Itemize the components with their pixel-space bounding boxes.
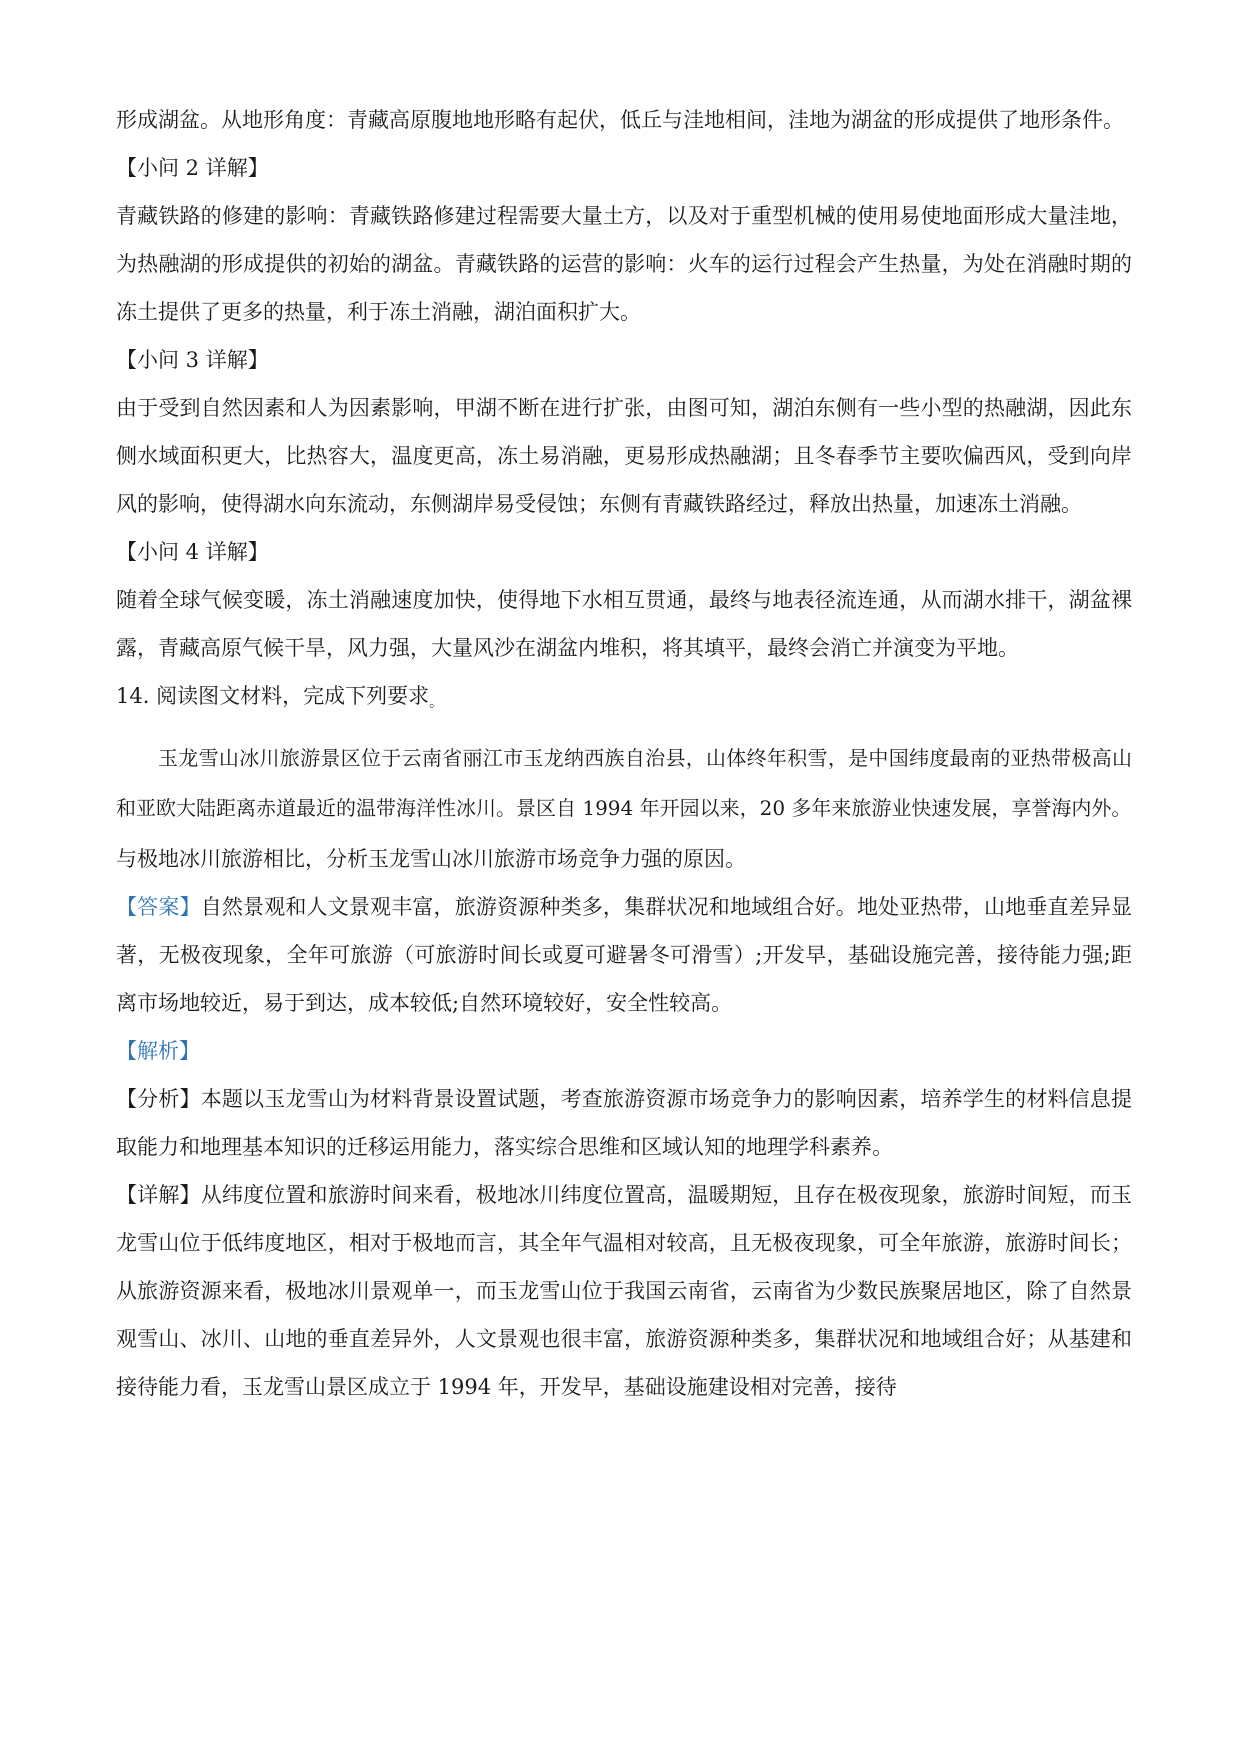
analysis-text: 本题以玉龙雪山为材料背景设置试题，考查旅游资源市场竞争力的影响因素，培养学生的材料信息提取能力和地理基本知识的迁移运用能力，落实综合思维和区域认知的地理学科素养。 xyxy=(116,1087,1133,1159)
question-14-task: 与极地冰川旅游相比，分析玉龙雪山冰川旅游市场竞争力强的原因。 xyxy=(116,847,746,871)
detail-text: 从纬度位置和旅游时间来看，极地冰川纬度位置高，温暖期短，且存在极夜现象，旅游时间短，而玉龙雪山位于低纬度地区，相对于极地而言，其全年气温相对较高，且无极夜现象，可全年旅游，旅游时间长；从旅游资源来看，极地冰川景观单一，而玉龙雪山位于我国云南省，云南省为少数民族聚居地区，除了自然景观雪山、冰川、山地的垂直差异外，人文景观也很丰富，旅游资源种类多，集群状况和地域组合好；从基建和接待能力看，玉龙雪山景区成立于 1994 年，开发早，基础设施建设相对完善，接待 xyxy=(116,1183,1133,1399)
question-14-material: 玉龙雪山冰川旅游景区位于云南省丽江市玉龙纳西族自治县，山体终年积雪，是中国纬度最南的亚热带极高山和亚欧大陆距离赤道最近的温带海洋性冰川。景区自 1994 年开园以来，20 多年来旅游业快速发展，享誉海内外。 xyxy=(116,746,1132,820)
subquestion-4-heading: 【小问 4 详解】 xyxy=(116,540,269,564)
subquestion-2-explanation: 青藏铁路的修建的影响：青藏铁路修建过程需要大量土方，以及对于重型机械的使用易使地面形成大量洼地，为热融湖的形成提供的初始的湖盆。青藏铁路的运营的影响：火车的运行过程会产生热量，为处在消融时期的冻土提供了更多的热量，利于冻土消融，湖泊面积扩大。 xyxy=(116,204,1132,324)
answer-text: 自然景观和人文景观丰富，旅游资源种类多，集群状况和地域组合好。地处亚热带，山地垂直差异显著，无极夜现象，全年可旅游（可旅游时间长或夏可避暑冬可滑雪）;开发早，基础设施完善，接待能力强;距离市场地较近，易于到达，成本较低;自然环境较好，安全性较高。 xyxy=(116,895,1133,1015)
paragraph-q1-ending: 形成湖盆。从地形角度：青藏高原腹地地形略有起伏，低丘与洼地相间，洼地为湖盆的形成提供了地形条件。 xyxy=(116,108,1124,132)
question-14-prompt xyxy=(116,672,1132,727)
answer-block xyxy=(116,883,1132,1027)
subquestion-3-explanation: 由于受到自然因素和人为因素影响，甲湖不断在进行扩张，由图可知，湖泊东侧有一些小型的热融湖，因此东侧水域面积更大，比热容大，温度更高，冻土易消融，更易形成热融湖；且冬春季节主要吹偏西风，受到向岸风的影响，使得湖水向东流动，东侧湖岸易受侵蚀；东侧有青藏铁路经过，释放出热量，加速冻土消融。 xyxy=(116,396,1132,516)
detail-heading: 【详解】 xyxy=(116,1183,201,1207)
document-content xyxy=(116,96,1132,1411)
question-number: 14. xyxy=(116,684,157,708)
question-end-mark: 。 xyxy=(429,695,444,711)
question-instruction: 阅读图文材料，完成下列要求 xyxy=(156,684,430,708)
detail-block xyxy=(116,1171,1132,1411)
analysis-heading: 【分析】 xyxy=(116,1087,201,1111)
subquestion-2-heading: 【小问 2 详解】 xyxy=(116,156,269,180)
subquestion-4-explanation: 随着全球气候变暖，冻土消融速度加快，使得地下水相互贯通，最终与地表径流连通，从而湖水排干，湖盆裸露，青藏高原气候干旱，风力强，大量风沙在湖盆内堆积，将其填平，最终会消亡并演变为平地。 xyxy=(116,588,1132,660)
analysis-block xyxy=(116,1075,1132,1171)
subquestion-3-heading: 【小问 3 详解】 xyxy=(116,348,269,372)
answer-label: 【答案】 xyxy=(116,895,201,919)
analysis-label: 【解析】 xyxy=(116,1039,200,1063)
